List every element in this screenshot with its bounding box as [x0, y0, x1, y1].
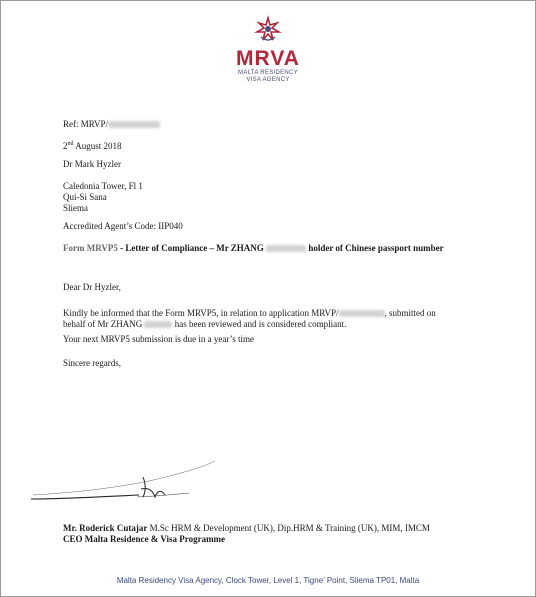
body-paragraph-2: Your next MRVP5 submission is due in a year’s time	[63, 334, 254, 344]
address-line-3: Sliema	[63, 203, 88, 213]
address-line-1: Caledonia Tower, Fl 1	[63, 181, 143, 191]
letter-date: 2nd August 2018	[63, 141, 122, 151]
logo-subtitle-line1: MALTA RESIDENCY	[238, 70, 298, 76]
recipient-name: Dr Mark Hyzler	[63, 159, 121, 169]
agent-code: Accredited Agent’s Code: IIP040	[63, 221, 183, 231]
redacted-application-number	[339, 310, 385, 317]
mrva-logo	[1, 15, 535, 84]
redacted-reference	[108, 121, 160, 128]
logo-wordmark: MRVA	[236, 47, 300, 70]
closing: Sincere regards,	[63, 358, 121, 368]
salutation: Dear Dr Hyzler,	[63, 282, 121, 292]
reference-line	[63, 119, 160, 130]
redacted-applicant-name	[144, 321, 172, 328]
subject-form-label: Form MRVP5	[63, 243, 118, 253]
signatory-title: CEO Malta Residence & Visa Programme	[63, 534, 226, 544]
signatory-name: Mr. Roderick Cutajar	[63, 523, 148, 533]
footer-address: Malta Residency Visa Agency, Clock Tower, Level 1, Tigne’ Point, Sliema TP01, Malta	[116, 576, 420, 585]
address-line-2: Qui-Si Sana	[63, 192, 107, 202]
body-paragraph-1-line-1: Kindly be informed that the Form MRVP5, in relation to application MRVP/ , submitted on	[63, 308, 436, 318]
signatory-qualifications: M.Sc HRM & Development (UK), Dip.HRM & Training (UK), MIM, IMCM	[147, 523, 430, 533]
signature	[29, 459, 229, 507]
subject-line: Form MRVP5 - Letter of Compliance – Mr ZHANG holder of Chinese passport number	[63, 243, 444, 253]
signatory-line	[63, 523, 430, 534]
body-paragraph-1-line-2: behalf of Mr ZHANG has been reviewed and is considered compliant.	[63, 319, 347, 329]
logo-subtitle-line2: VISA AGENCY	[246, 77, 290, 83]
reference-label: Ref: MRVP/	[63, 119, 109, 129]
mrva-emblem-icon	[251, 15, 285, 45]
redacted-name	[266, 245, 306, 252]
